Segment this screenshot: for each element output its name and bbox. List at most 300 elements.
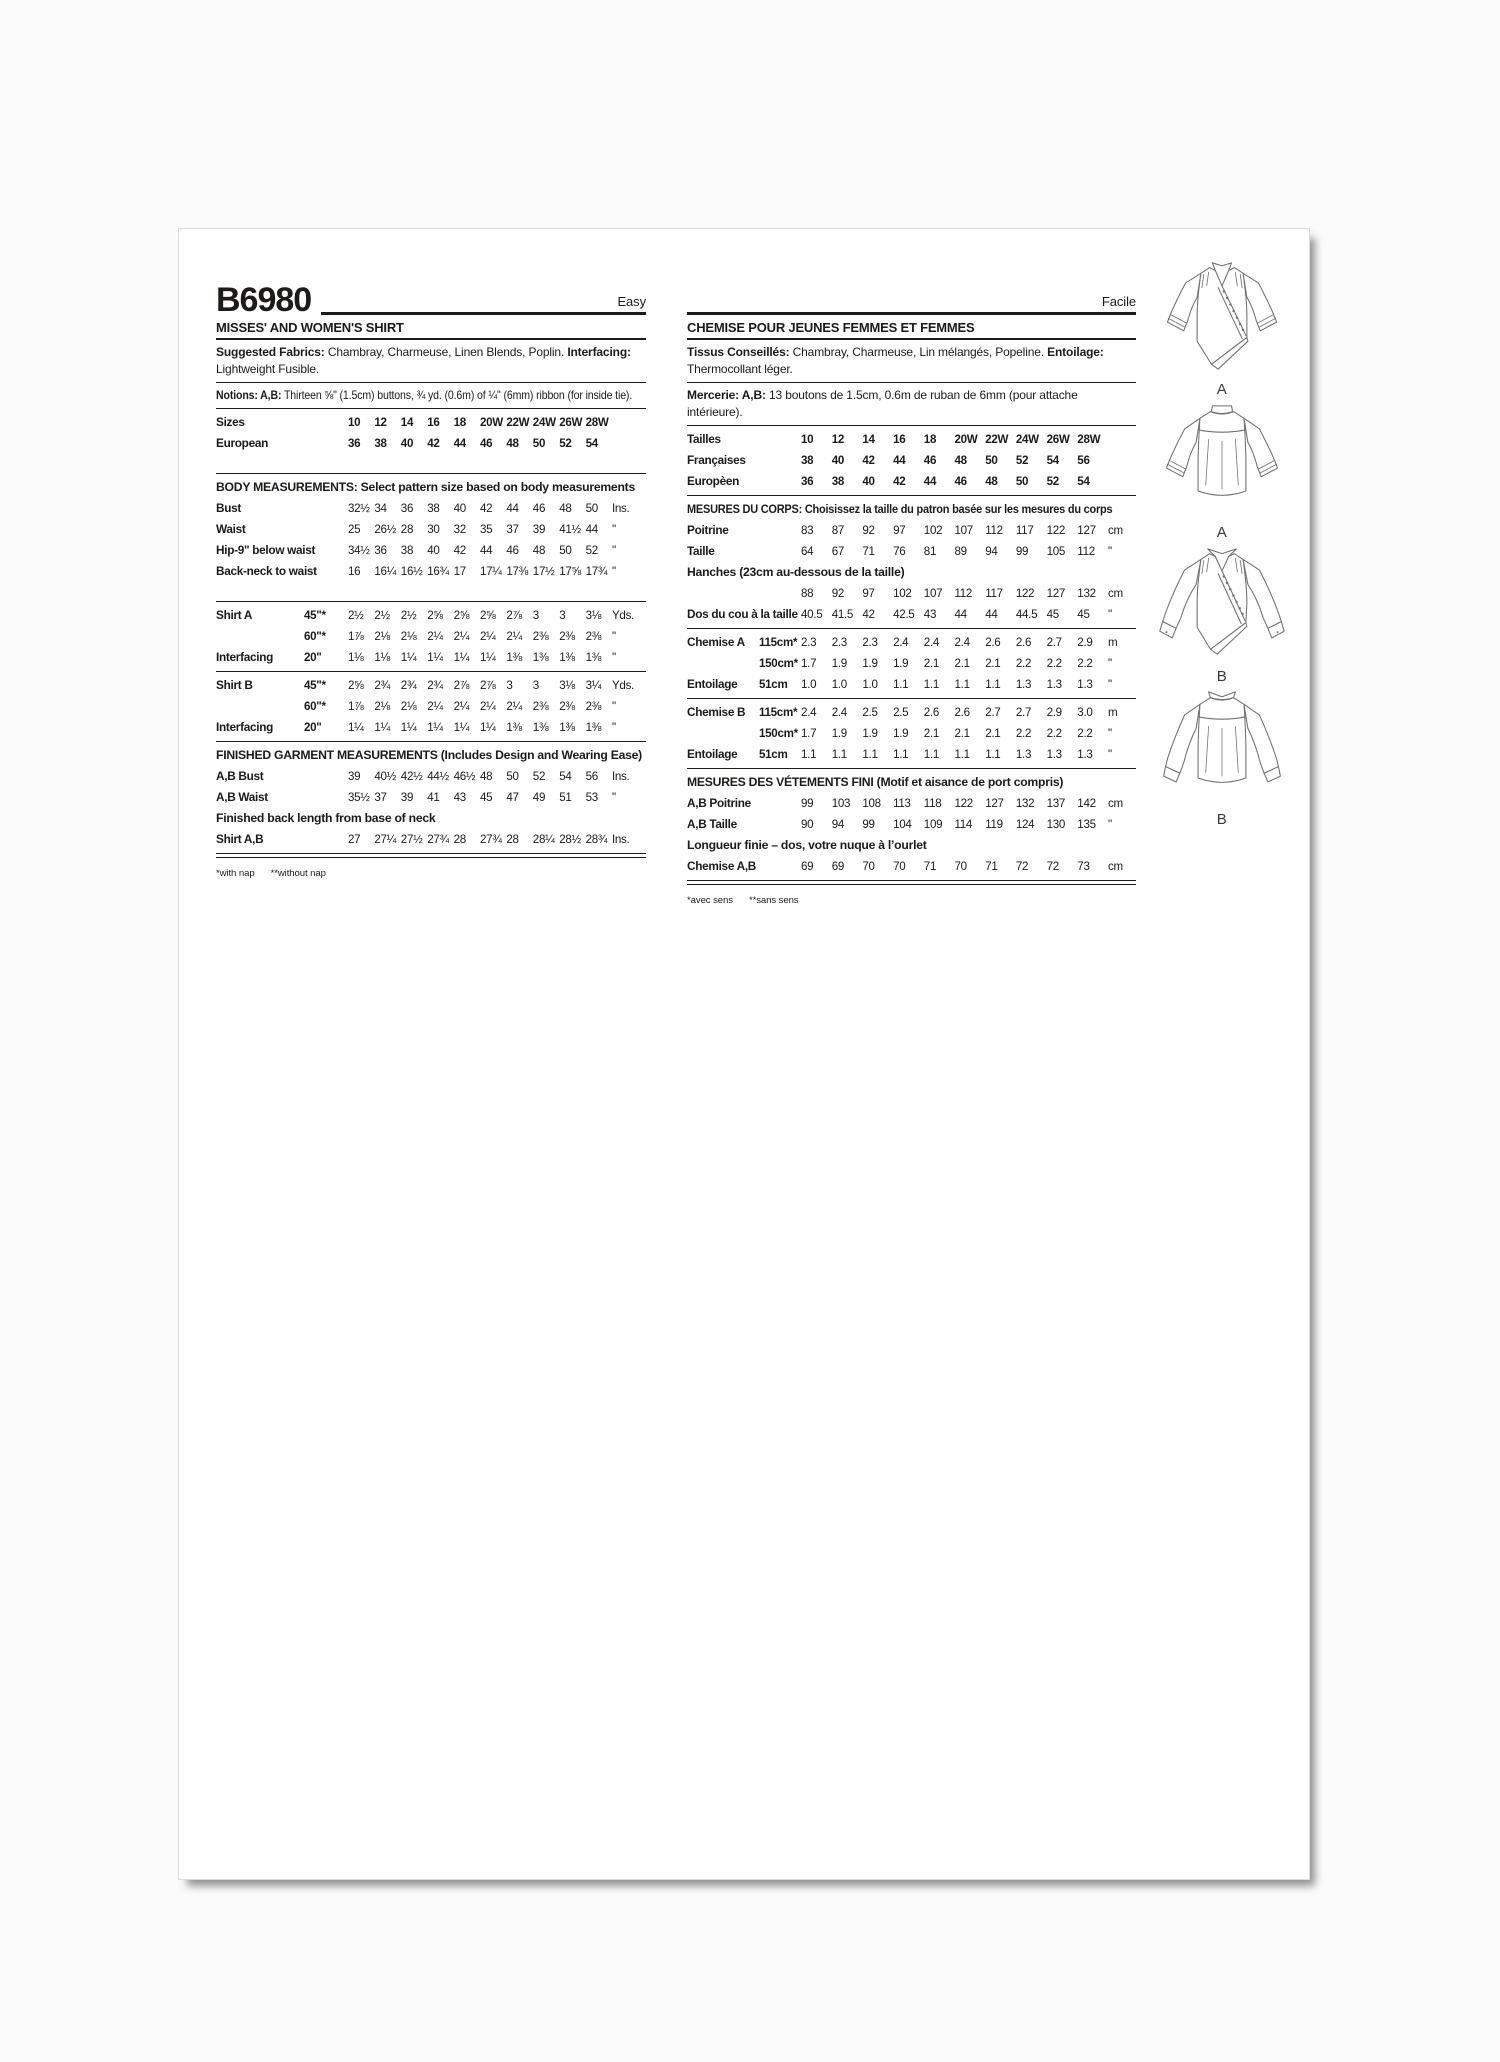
cell-value: 28¼: [532, 833, 555, 847]
cell-value: 1.9: [831, 657, 847, 671]
cell-value: 1¼: [374, 721, 390, 735]
cell-value: 2¼: [479, 700, 496, 714]
cell-value: 1⅜: [585, 651, 602, 665]
cell-value: 10: [348, 416, 361, 430]
cell-value: 142: [1077, 797, 1096, 811]
figure-label: B: [1216, 667, 1228, 685]
cell-value: 49: [532, 791, 546, 805]
cell-value: 135: [1077, 818, 1096, 832]
row-sublabel: 115cm*: [759, 706, 798, 720]
row-label: [687, 583, 801, 604]
table-rule: [216, 473, 646, 474]
notions-line: [216, 387, 632, 404]
row-unit: m: [1108, 706, 1118, 720]
cell-value: 1.3: [1046, 678, 1062, 692]
mercerie-label: Mercerie: A,B:: [687, 388, 766, 403]
cell-value: 35: [479, 523, 493, 537]
table-gap: [216, 454, 646, 470]
cell-value: 1.7: [801, 727, 817, 741]
table-rule: [216, 671, 646, 672]
cell-value: 2⅝: [453, 609, 470, 623]
row-unit: ": [611, 544, 616, 558]
notions-text: Thirteen ⅝" (1.5cm) buttons, ¾ yd. (0.6m) of ¼" (6mm) ribbon (for inside tie).: [281, 388, 633, 403]
table-row: [687, 674, 1136, 695]
cell-value: 40½: [374, 770, 397, 784]
cell-value: 2.1: [985, 727, 1001, 741]
table-row: [216, 605, 646, 626]
cell-value: 36: [801, 475, 814, 489]
row-unit: [1108, 450, 1136, 471]
row-label: Chemise A,B: [687, 859, 757, 874]
table-row: [687, 604, 1136, 625]
cell-value: 92: [831, 587, 844, 601]
cell-value: 38: [831, 475, 844, 489]
table-row: [216, 412, 646, 433]
table-row: [687, 856, 1136, 877]
cell-value: 41½: [559, 523, 581, 537]
cell-value: 88: [801, 587, 814, 601]
cell-value: 69: [831, 860, 844, 874]
row-sublabel: 51cm: [759, 748, 788, 762]
row-unit: ": [611, 630, 616, 644]
table-row: [216, 540, 646, 561]
cell-value: 17¼: [479, 565, 502, 579]
cell-value: 28½: [559, 833, 581, 847]
cell-value: 2.6: [1015, 636, 1032, 650]
cell-value: 42: [862, 454, 875, 468]
row-unit: ": [1108, 657, 1112, 671]
cell-value: 1.9: [862, 727, 878, 741]
cell-value: 16: [893, 433, 906, 447]
cell-value: 1⅜: [532, 721, 549, 735]
row-unit: ": [1108, 678, 1112, 692]
cell-value: 27¼: [374, 833, 397, 847]
table-rule: [687, 768, 1136, 769]
table-rule: [216, 741, 646, 742]
cell-value: 44: [453, 437, 466, 451]
cell-value: 40: [831, 454, 844, 468]
shirt-a-front-illustration: [1155, 259, 1289, 380]
mercerie-text: 13 boutons de 1.5cm, 0.6m de ruban de 6mm (pour attache intérieure).: [687, 388, 1078, 420]
cell-value: 42: [479, 502, 493, 516]
row-label: A,B Poitrine: [687, 796, 751, 811]
cell-value: 117: [985, 587, 1003, 601]
cell-value: 1¼: [453, 651, 470, 665]
table-row: [216, 766, 646, 787]
table-row: [687, 520, 1136, 541]
cell-value: 107: [923, 587, 943, 601]
cell-value: 36: [400, 502, 414, 516]
cell-value: 48: [559, 502, 572, 516]
cell-value: 1.1: [893, 678, 909, 692]
table-row: [216, 561, 646, 582]
cell-value: 1.1: [985, 678, 1001, 692]
cell-value: 1¼: [348, 721, 364, 735]
cell-value: 127: [985, 797, 1004, 811]
cell-value: 71: [985, 860, 998, 874]
cell-value: 2½: [348, 609, 364, 623]
cell-value: 1.3: [1015, 678, 1032, 692]
cell-value: 20W: [479, 416, 503, 430]
cell-value: 44: [585, 523, 598, 537]
cell-value: 114: [954, 818, 973, 832]
cell-value: 14: [400, 416, 414, 430]
cell-value: 1⅜: [506, 651, 522, 665]
cell-value: 46: [506, 544, 519, 558]
cell-value: 45: [479, 791, 493, 805]
cell-value: 10: [801, 433, 814, 447]
cell-value: 2.2: [1046, 657, 1062, 671]
cell-value: 3: [559, 609, 566, 623]
cell-value: 1.3: [1046, 748, 1062, 762]
cell-value: 1⅜: [559, 651, 575, 665]
cell-value: 14: [862, 433, 875, 447]
row-sublabel: 45"*: [304, 679, 326, 693]
cell-value: 2.4: [954, 636, 970, 650]
row-sublabel: 60"*: [304, 630, 326, 644]
cell-value: 2.5: [893, 706, 909, 720]
cell-value: 45: [1046, 608, 1059, 622]
cell-value: 94: [985, 545, 998, 559]
row-unit: Ins.: [611, 502, 630, 516]
table-rule: [687, 698, 1136, 699]
fabrics-note-english: [216, 340, 646, 383]
row-unit: ": [611, 651, 616, 665]
cell-value: 104: [893, 818, 912, 832]
cell-value: 2⅛: [374, 700, 390, 714]
shirt-a-back-illustration: [1155, 403, 1289, 524]
cell-value: 22W: [985, 433, 1009, 447]
cell-value: 109: [923, 818, 943, 832]
row-label: [216, 626, 304, 647]
cell-value: 16½: [400, 565, 423, 579]
cell-value: 70: [893, 860, 906, 874]
row-label: Back-neck to waist: [216, 564, 317, 579]
cell-value: 2½: [374, 609, 390, 623]
cell-value: 42: [453, 544, 466, 558]
cell-value: 36: [348, 437, 361, 451]
row-label: Taille: [687, 544, 715, 559]
cell-value: 137: [1046, 797, 1066, 811]
cell-value: 38: [801, 454, 814, 468]
cell-value: 2⅜: [559, 630, 575, 644]
table-row: [216, 498, 646, 519]
cell-value: 46: [954, 475, 967, 489]
cell-value: 28W: [1077, 433, 1101, 447]
table-section-heading: MESURES DES VÉTEMENTS FINI (Motif et aisance de port compris): [687, 775, 1064, 790]
cell-value: 50: [559, 544, 572, 558]
cell-value: 44: [893, 454, 906, 468]
cell-value: 32: [453, 523, 466, 537]
cell-value: 97: [862, 587, 875, 601]
row-label: [687, 723, 759, 744]
row-unit: cm: [1108, 587, 1123, 601]
cell-value: 73: [1077, 860, 1090, 874]
cell-value: 94: [831, 818, 844, 832]
cell-value: 1.1: [954, 678, 970, 692]
cell-value: 12: [831, 433, 844, 447]
table-row: [687, 450, 1136, 471]
cell-value: 72: [1015, 860, 1029, 874]
row-label: Françaises: [687, 453, 746, 468]
cell-value: 26W: [559, 416, 583, 430]
cell-value: 2¼: [506, 630, 522, 644]
cell-value: 27¾: [427, 833, 449, 847]
shirt-b-back-illustration: [1155, 690, 1289, 811]
table-section-heading: Finished back length from base of neck: [216, 811, 436, 826]
table-row: [216, 675, 646, 696]
table-section-heading: Hanches (23cm au-dessous de la taille): [687, 565, 905, 580]
cell-value: 2.6: [954, 706, 970, 720]
row-label: A,B Bust: [216, 769, 264, 784]
cell-value: 44.5: [1015, 608, 1038, 622]
cell-value: 17¾: [585, 565, 608, 579]
cell-value: 71: [923, 860, 937, 874]
cell-value: 119: [985, 818, 1003, 832]
cell-value: 107: [954, 524, 973, 538]
footnote-without-nap: **without nap: [270, 867, 326, 879]
row-unit: [1108, 429, 1136, 450]
cell-value: 2¾: [374, 679, 390, 693]
cell-value: 2¼: [479, 630, 496, 644]
cell-value: 112: [954, 587, 973, 601]
shirt-b-front-illustration: [1155, 546, 1289, 667]
cell-value: 42: [427, 437, 440, 451]
cell-value: 28W: [585, 416, 609, 430]
cell-value: 2.2: [1077, 657, 1093, 671]
tissus-label: Tissus Conseillés:: [687, 345, 790, 359]
english-column: [216, 275, 646, 879]
interfacing-text: Lightweight Fusible.: [216, 362, 320, 377]
cell-value: 45: [1077, 608, 1090, 622]
figure-shirt-a-front: [1155, 259, 1289, 398]
row-unit: ": [1108, 545, 1112, 559]
footnote-avec-sens: *avec sens: [687, 894, 733, 906]
row-label: Waist: [216, 522, 246, 537]
cell-value: 56: [1077, 454, 1090, 468]
cell-value: 34: [374, 502, 387, 516]
cell-value: 42½: [400, 770, 423, 784]
cell-value: 53: [585, 791, 598, 805]
notions-label: Notions: A,B:: [216, 388, 282, 403]
row-sublabel: 60"*: [304, 700, 326, 714]
cell-value: 28: [506, 833, 519, 847]
masthead-rule-french: [687, 294, 1136, 315]
cell-value: 27: [348, 833, 361, 847]
table-section-heading: MESURES DU CORPS: Choisissez la taille du patron basée sur les mesures du corps: [687, 502, 1113, 517]
row-unit: ": [1108, 608, 1112, 622]
cell-value: 92: [862, 524, 875, 538]
cell-value: 1¼: [427, 721, 443, 735]
cell-value: 44: [506, 502, 519, 516]
cell-value: 103: [831, 797, 851, 811]
cell-value: 51: [559, 791, 572, 805]
row-unit: ": [611, 523, 616, 537]
cell-value: 46: [479, 437, 493, 451]
cell-value: 132: [1077, 587, 1096, 601]
cell-value: 3: [506, 679, 513, 693]
cell-value: 3: [532, 679, 539, 693]
cell-value: 1¼: [400, 651, 417, 665]
cell-value: 113: [893, 797, 911, 811]
table-section-heading: BODY MEASUREMENTS: Select pattern size based on body measurements: [216, 480, 635, 495]
cell-value: 46: [532, 502, 546, 516]
cell-value: 39: [400, 791, 414, 805]
row-sublabel: 20": [304, 651, 322, 665]
cell-value: 112: [1077, 545, 1095, 559]
cell-value: 1.1: [923, 748, 940, 762]
row-label: [216, 696, 304, 717]
cell-value: 122: [954, 797, 973, 811]
cell-value: 1.7: [801, 657, 817, 671]
cell-value: 64: [801, 545, 814, 559]
cell-value: 127: [1077, 524, 1096, 538]
cell-value: 30: [427, 523, 440, 537]
cell-value: 35½: [348, 791, 370, 805]
table-row: [687, 744, 1136, 765]
cell-value: 48: [479, 770, 493, 784]
cell-value: 1¼: [479, 721, 496, 735]
table-row: [216, 696, 646, 717]
table-row: [687, 653, 1136, 674]
cell-value: 43: [453, 791, 466, 805]
cell-value: 2¼: [427, 630, 443, 644]
cell-value: 2.7: [1046, 636, 1062, 650]
cell-value: 2⅞: [479, 679, 496, 693]
masthead-french: [687, 275, 1136, 315]
table-row: [216, 717, 646, 738]
table-row: [687, 814, 1136, 835]
row-unit: cm: [1108, 797, 1123, 811]
cell-value: 52: [559, 437, 572, 451]
fabrics-text: Chambray, Charmeuse, Linen Blends, Poplin.: [324, 345, 568, 359]
cell-value: 99: [1015, 545, 1029, 559]
cell-value: 1.3: [1015, 748, 1032, 762]
cell-value: 44½: [427, 770, 449, 784]
table-row: [687, 429, 1136, 450]
cell-value: 44: [923, 475, 937, 489]
entoilage-text: Thermocollant léger.: [687, 362, 793, 377]
cell-value: 17⅝: [559, 565, 581, 579]
cell-value: 1.1: [893, 748, 909, 762]
cell-value: 1⅛: [374, 651, 390, 665]
cell-value: 122: [1015, 587, 1035, 601]
table-row: [687, 793, 1136, 814]
row-unit: Yds.: [611, 679, 634, 693]
cell-value: 1.1: [923, 678, 940, 692]
table-row: [216, 626, 646, 647]
cell-value: 1¼: [400, 721, 417, 735]
cell-value: 112: [985, 524, 1003, 538]
cell-value: 22W: [506, 416, 530, 430]
cell-value: 1.0: [831, 678, 847, 692]
cell-value: 105: [1046, 545, 1066, 559]
table-section-heading: FINISHED GARMENT MEASUREMENTS (Includes Design and Wearing Ease): [216, 748, 642, 763]
cell-value: 48: [954, 454, 967, 468]
cell-value: 42: [862, 608, 875, 622]
figure-label: A: [1216, 524, 1228, 542]
cell-value: 2⅜: [559, 700, 575, 714]
mercerie-note-french: [687, 383, 1136, 426]
cell-value: 2⅛: [400, 630, 417, 644]
table-row: [687, 583, 1136, 604]
cell-value: 2⅝: [348, 679, 364, 693]
cell-value: 42: [893, 475, 906, 489]
cell-value: 16¾: [427, 565, 449, 579]
row-unit: [612, 433, 646, 454]
cell-value: 1.1: [801, 748, 817, 762]
cell-value: 1.1: [985, 748, 1001, 762]
table-row: [216, 519, 646, 540]
cell-value: 48: [506, 437, 519, 451]
cell-value: 102: [923, 524, 943, 538]
cell-value: 124: [1015, 818, 1035, 832]
row-unit: Ins.: [611, 770, 630, 784]
cell-value: 2¼: [453, 700, 470, 714]
french-measurement-table: [687, 426, 1136, 885]
row-label: European: [216, 436, 269, 451]
cell-value: 44: [954, 608, 967, 622]
cell-value: 122: [1046, 524, 1066, 538]
cell-value: 48: [532, 544, 546, 558]
cell-value: 46: [923, 454, 937, 468]
row-unit: ": [1108, 727, 1112, 741]
table-rule: [687, 495, 1136, 496]
cell-value: 40: [862, 475, 875, 489]
row-sublabel: 150cm*: [759, 657, 798, 671]
table-row: [687, 471, 1136, 492]
cell-value: 70: [954, 860, 967, 874]
table-row: [216, 787, 646, 808]
cell-value: 24W: [532, 416, 556, 430]
cell-value: 1⅜: [559, 721, 575, 735]
cell-value: 1¼: [479, 651, 496, 665]
masthead-english: [216, 275, 646, 320]
cell-value: 83: [801, 524, 814, 538]
cell-value: 118: [923, 797, 942, 811]
footnote-english: [216, 868, 646, 879]
cell-value: 18: [453, 416, 466, 430]
cell-value: 2.9: [1077, 636, 1093, 650]
cell-value: 52: [1015, 454, 1029, 468]
cell-value: 16: [427, 416, 440, 430]
row-unit: Ins.: [611, 833, 630, 847]
cell-value: 2.4: [801, 706, 817, 720]
cell-value: 3: [532, 609, 539, 623]
table-row: [687, 541, 1136, 562]
row-unit: [612, 412, 646, 433]
cell-value: 2.2: [1077, 727, 1093, 741]
row-label: Shirt B: [216, 678, 253, 693]
row-label: Entoilage: [687, 747, 738, 762]
cell-value: 41.5: [831, 608, 854, 622]
garment-illustrations: [1141, 259, 1303, 833]
cell-value: 26W: [1046, 433, 1070, 447]
cell-value: 28: [400, 523, 414, 537]
cell-value: 108: [862, 797, 881, 811]
difficulty-label-english: Easy: [617, 294, 646, 309]
row-unit: ": [611, 565, 616, 579]
cell-value: 25: [348, 523, 361, 537]
cell-value: 2⅛: [400, 700, 417, 714]
table-rule-double: [687, 880, 1136, 885]
fabrics-label: Suggested Fabrics:: [216, 345, 325, 359]
english-measurement-table: [216, 409, 646, 858]
row-sublabel: 150cm*: [759, 727, 798, 741]
table-gap: [216, 582, 646, 598]
row-label: [687, 653, 759, 674]
footnote-sans-sens: **sans sens: [748, 894, 799, 906]
